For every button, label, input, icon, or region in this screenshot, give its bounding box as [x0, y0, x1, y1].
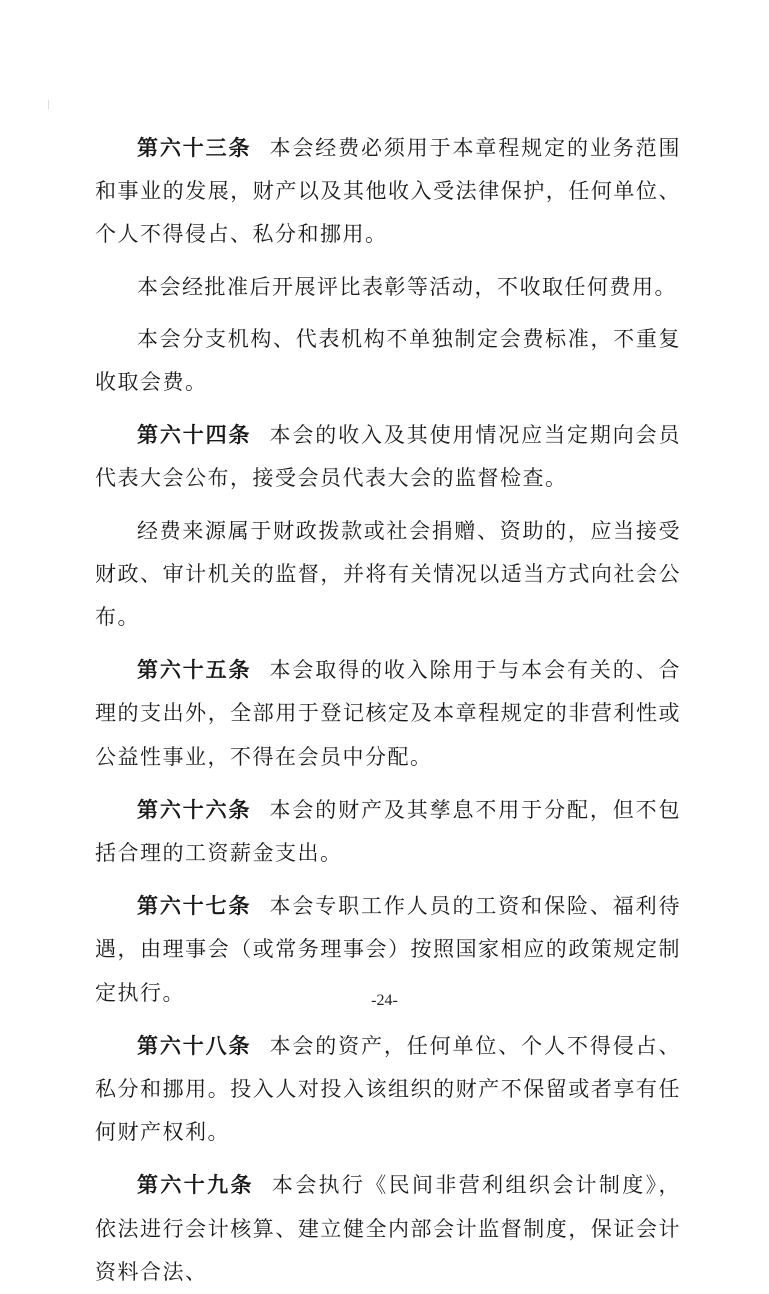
article-heading: 第六十八条 [137, 1032, 252, 1058]
paragraph-article-69 [95, 1163, 681, 1294]
article-heading: 第六十三条 [137, 135, 252, 160]
paragraph-text: 本会取得的收入除用于与本会有关的、合理的支出外，全部用于登记核定及本章程规定的非营利性或公益性事业，不得在会员中分配。 [95, 658, 682, 769]
scan-mark [48, 100, 55, 109]
article-heading: 第六十七条 [137, 893, 252, 919]
page-number: -24- [371, 992, 398, 1009]
paragraph-text: 本会经费必须用于本章程规定的业务范围和事业的发展，财产以及其他收入受法律保护，任何单位、个人不得侵占、私分和挪用。 [95, 136, 682, 247]
paragraph-text: 本会的资产，任何单位、个人不得侵占、私分和挪用。投入人对投入该组织的财产不保留或者享有任何财产权利。 [95, 1033, 682, 1145]
document-body [95, 126, 681, 1294]
article-heading: 第六十九条 [137, 1172, 254, 1198]
paragraph-text: 本会的财产及其孳息不用于分配，但不包括合理的工资薪金支出。 [95, 797, 682, 866]
article-heading: 第六十六条 [137, 796, 252, 822]
paragraph-article-63 [95, 126, 681, 257]
paragraph-text: 本会经批准后开展评比表彰等活动，不收取任何费用。 [137, 274, 677, 299]
paragraph-article-65 [95, 648, 681, 779]
article-heading: 第六十四条 [137, 422, 252, 448]
paragraph [95, 510, 681, 640]
paragraph-text: 本会执行《民间非营利组织会计制度》，依法进行会计核算、建立健全内部会计监督制度，保证会计资料合法、 [95, 1173, 682, 1284]
paragraph-text: 经费来源属于财政拨款或社会捐赠、资助的，应当接受财政、审计机关的监督，并将有关情况以适当方式向社会公布。 [95, 518, 681, 630]
article-heading: 第六十五条 [137, 657, 252, 683]
paragraph [95, 318, 681, 404]
paragraph-article-64 [95, 413, 681, 500]
paragraph-article-66 [95, 788, 681, 875]
paragraph [95, 266, 681, 309]
paragraph-text: 本会的收入及其使用情况应当定期向会员代表大会公布，接受会员代表大会的监督检查。 [95, 423, 682, 491]
paragraph-article-68 [95, 1024, 681, 1155]
paragraph-text: 本会专职工作人员的工资和保险、福利待遇，由理事会（或常务理事会）按照国家相应的政策规定制定执行。 [95, 894, 682, 1005]
paragraph-text: 本会分支机构、代表机构不单独制定会费标准，不重复收取会费。 [95, 326, 681, 395]
